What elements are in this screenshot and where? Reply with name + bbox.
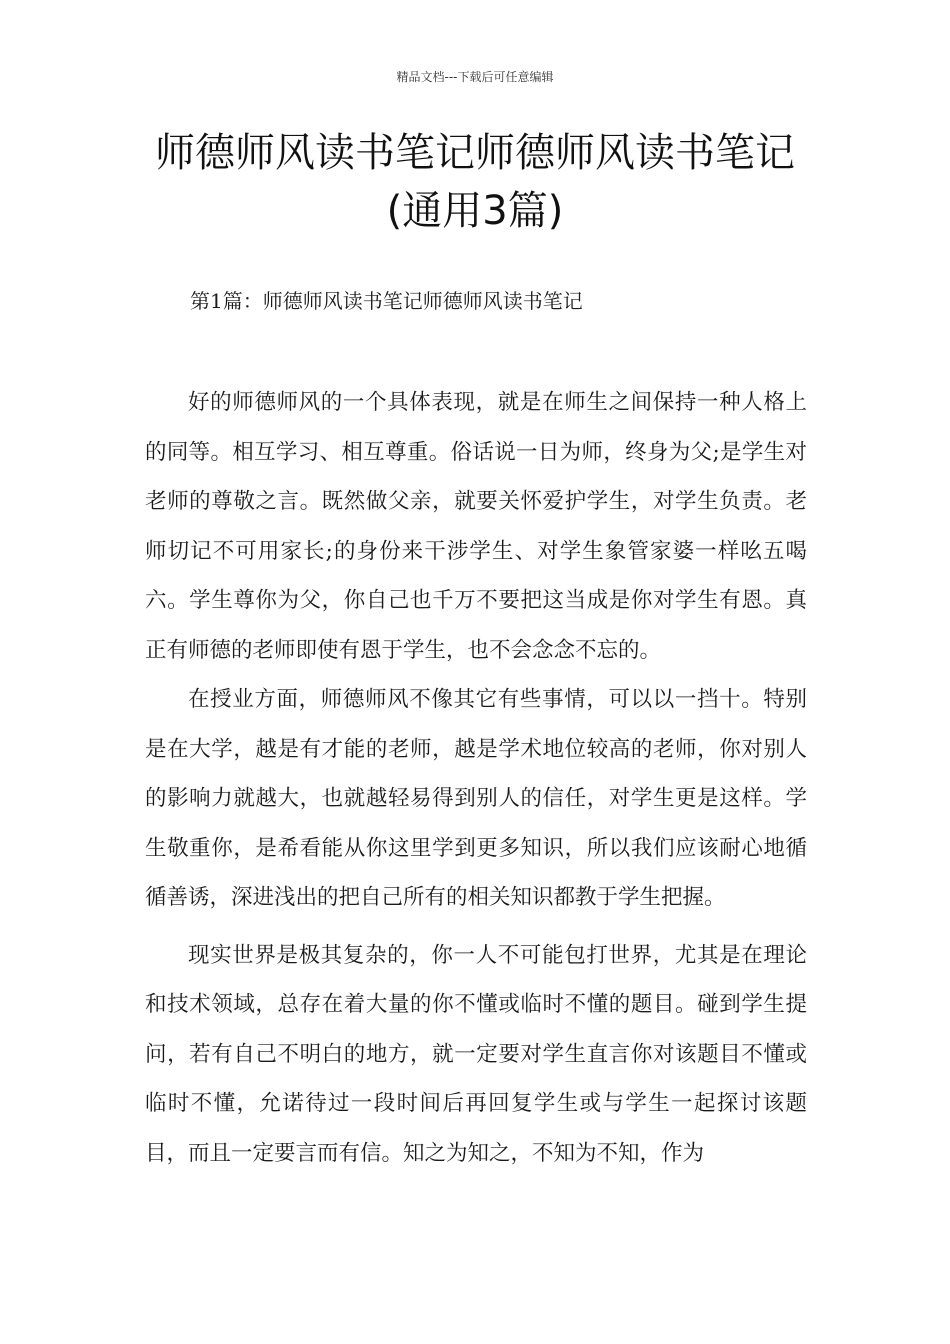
document-title: [0, 124, 950, 240]
paragraph-2: 在授业方面，师德师风不像其它有些事情，可以以一挡十。特别是在大学，越是有才能的老师，越是学术地位较高的老师，你对别人的影响力就越大，也就越轻易得到别人的信任，对学生更是这样。学生敬重你，是希看能从你这里学到更多知识，所以我们应该耐心地循循善诱，深进浅出的把自己所有的相关知识都教于学生把握。: [145, 687, 807, 910]
title-line-2: (通用3篇): [386, 188, 564, 234]
paragraph-1: 好的师德师风的一个具体表现，就是在师生之间保持一种人格上的同等。相互学习、相互尊重。俗话说一日为师，终身为父;是学生对老师的尊敬之言。既然做父亲，就要关怀爱护学生，对学生负责。老师切记不可用家长;的身份来干涉学生、对学生象管家婆一样吆五喝六。学生尊你为父，你自己也千万不要把这当成是你对学生有恩。真正有师德的老师即使有恩于学生，也不会念念不忘的。: [145, 390, 807, 663]
section-heading: 第1篇：师德师风读书笔记师德师风读书笔记: [190, 289, 583, 313]
document-body: [145, 378, 807, 1178]
title-line-1: 师德师风读书笔记师德师风读书笔记: [155, 130, 795, 176]
header-note: 精品文档---下载后可任意编辑: [396, 70, 554, 84]
paragraph-3: 现实世界是极其复杂的，你一人不可能包打世界，尤其是在理论和技术领域，总存在着大量的你不懂或临时不懂的题目。碰到学生提问，若有自己不明白的地方，就一定要对学生直言你对该题目不懂或临时不懂，允诺待过一段时间后再回复学生或与学生一起探讨该题目，而且一定要言而有信。知之为知之，不知为不知，作为: [145, 942, 807, 1166]
